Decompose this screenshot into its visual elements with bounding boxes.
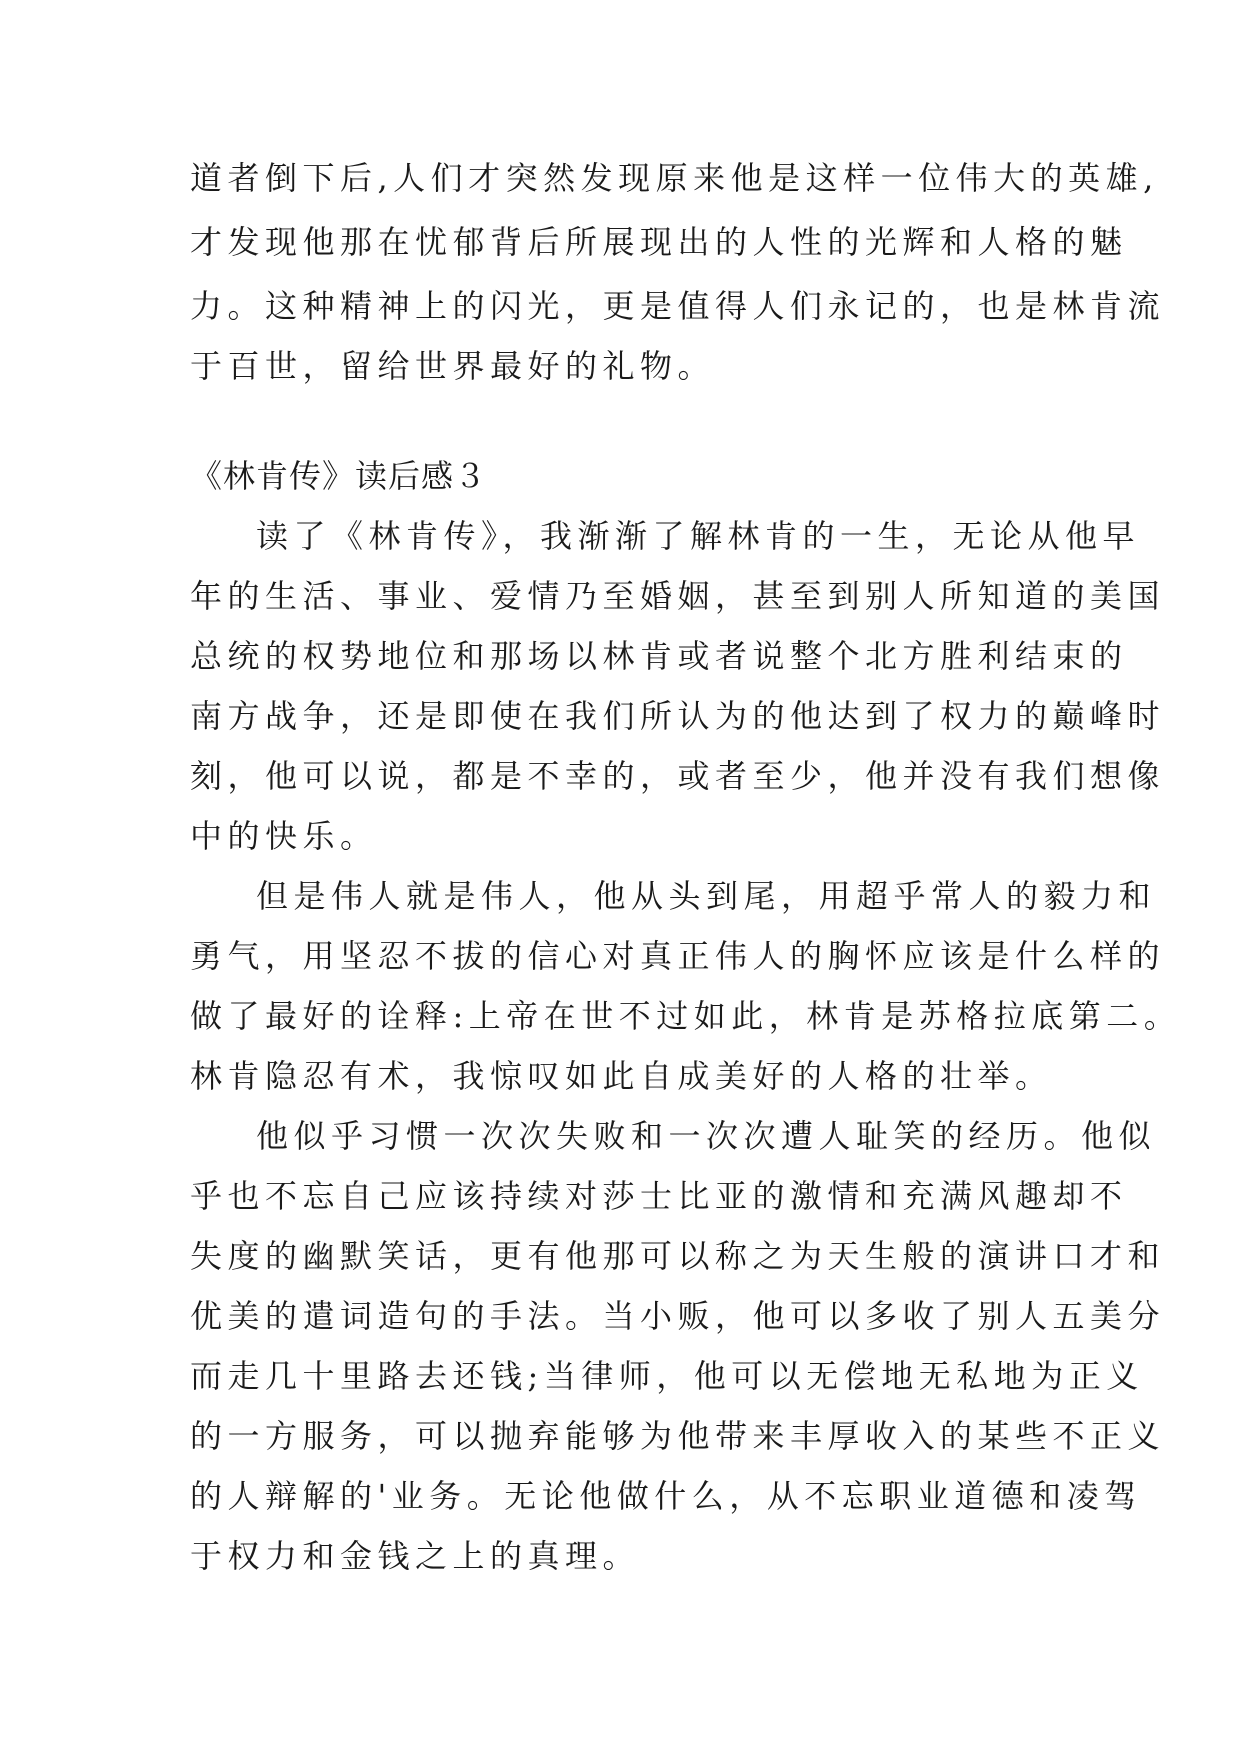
paragraph-1-line-1: 读了《林肯传》，我渐渐了解林肯的一生，无论从他早 bbox=[256, 517, 1141, 555]
paragraph-1-line-6: 中的快乐。 bbox=[190, 817, 378, 855]
paragraph-2-line-2: 勇气，用坚忍不拔的信心对真正伟人的胸怀应该是什么样的 bbox=[190, 937, 1166, 975]
intro-line-1: 道者倒下后,人们才突然发现原来他是这样一位伟大的英雄, bbox=[190, 159, 1159, 197]
paragraph-2-line-4: 林肯隐忍有术，我惊叹如此自成美好的人格的壮举。 bbox=[190, 1057, 1053, 1095]
paragraph-3-line-2: 乎也不忘自己应该持续对莎士比亚的激情和充满风趣却不 bbox=[190, 1177, 1128, 1215]
paragraph-3-line-3: 失度的幽默笑话，更有他那可以称之为天生般的演讲口才和 bbox=[190, 1237, 1166, 1275]
intro-line-2: 才发现他那在忧郁背后所展现出的人性的光辉和人格的魅 bbox=[190, 223, 1128, 261]
paragraph-3-line-1: 他似乎习惯一次次失败和一次次遭人耻笑的经历。他似 bbox=[256, 1117, 1157, 1155]
paragraph-2-line-3: 做了最好的诠释:上帝在世不过如此，林肯是苏格拉底第二。 bbox=[190, 997, 1182, 1035]
intro-line-3: 力。这种精神上的闪光，更是值得人们永记的，也是林肯流 bbox=[190, 287, 1166, 325]
paragraph-1-line-4: 南方战争，还是即使在我们所认为的他达到了权力的巅峰时 bbox=[190, 697, 1166, 735]
paragraph-1-line-5: 刻，他可以说，都是不幸的，或者至少，他并没有我们想像 bbox=[190, 757, 1166, 795]
paragraph-3-line-7: 的人辩解的'业务。无论他做什么，从不忘职业道德和凌驾 bbox=[190, 1477, 1142, 1515]
intro-line-4: 于百世，留给世界最好的礼物。 bbox=[190, 347, 716, 385]
paragraph-3-line-6: 的一方服务，可以抛弃能够为他带来丰厚收入的某些不正义 bbox=[190, 1417, 1166, 1455]
paragraph-1-line-3: 总统的权势地位和那场以林肯或者说整个北方胜利结束的 bbox=[190, 637, 1128, 675]
section-title: 《林肯传》读后感３ bbox=[190, 457, 488, 495]
paragraph-1-line-2: 年的生活、事业、爱情乃至婚姻，甚至到别人所知道的美国 bbox=[190, 577, 1166, 615]
paragraph-3-line-8: 于权力和金钱之上的真理。 bbox=[190, 1537, 641, 1575]
paragraph-3-line-4: 优美的遣词造句的手法。当小贩，他可以多收了别人五美分 bbox=[190, 1297, 1166, 1335]
paragraph-3-line-5: 而走几十里路去还钱;当律师，他可以无偿地无私地为正义 bbox=[190, 1357, 1144, 1395]
paragraph-2-line-1: 但是伟人就是伟人，他从头到尾，用超乎常人的毅力和 bbox=[256, 877, 1157, 915]
